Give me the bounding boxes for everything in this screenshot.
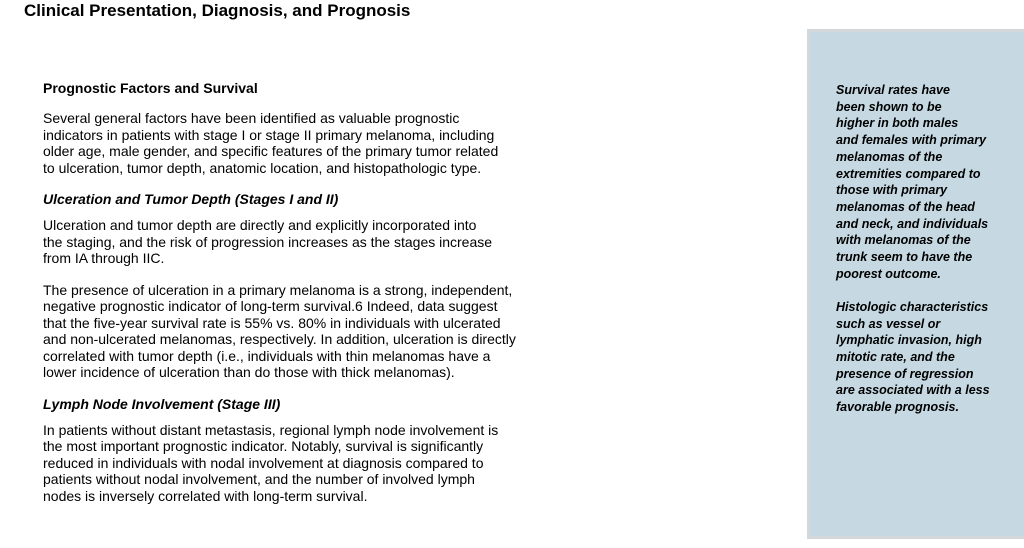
lymph-paragraph: In patients without distant metastasis, regional lymph node involvement is the most important prognostic indicator. Notably, survival is significantly reduced in individuals with nodal involvement at diagnosis compared to patients without nodal involvement, and the number of involved lymph nodes is inversely correlated with long-term survival. xyxy=(43,421,499,504)
sidebar-text xyxy=(836,82,1021,432)
ulceration-paragraph-2: The presence of ulceration in a primary melanoma is a strong, independent, negative prognostic indicator of long-term survival.6 Indeed, data suggest that the five-year survival rate is 55% vs. 80% in individuals with ulcerated and non-ulcerated melanomas, respectively. In addition, ulceration is directly correlated with tumor depth (i.e., individuals with thin melanomas have a lower incidence of ulceration than do those with thick melanomas). xyxy=(43,281,516,380)
sidebar-callout xyxy=(810,32,1024,536)
lymph-heading: Lymph Node Involvement (Stage III) xyxy=(43,395,281,412)
main-content xyxy=(43,80,543,504)
ulceration-heading: Ulceration and Tumor Depth (Stages I and II) xyxy=(43,191,339,207)
ulceration-paragraph-1: Ulceration and tumor depth are directly and explicitly incorporated into the staging, and the risk of progression increases as the stages increase from IA through IIC. xyxy=(43,217,493,266)
page-title: Clinical Presentation, Diagnosis, and Prognosis xyxy=(24,1,411,20)
sidebar-paragraph-2: Histologic characteristics such as vessel or lymphatic invasion, high mitotic rate, and the presence of regression are associated with a less favorable prognosis. xyxy=(836,299,990,415)
intro-paragraph: Several general factors have been identified as valuable prognostic indicators in patients with stage I or stage II primary melanoma, including older age, male gender, and specific features of the primary tumor related to ulceration, tumor depth, anatomic location, and histopathologic type. xyxy=(43,110,499,176)
sidebar-paragraph-1: Survival rates have been shown to be higher in both males and females with primary melanomas of the extremities compared to those with primary melanomas of the head and neck, and individuals with melanomas of the trunk seem to have the poorest outcome. xyxy=(836,83,989,281)
section-heading: Prognostic Factors and Survival xyxy=(43,80,258,96)
